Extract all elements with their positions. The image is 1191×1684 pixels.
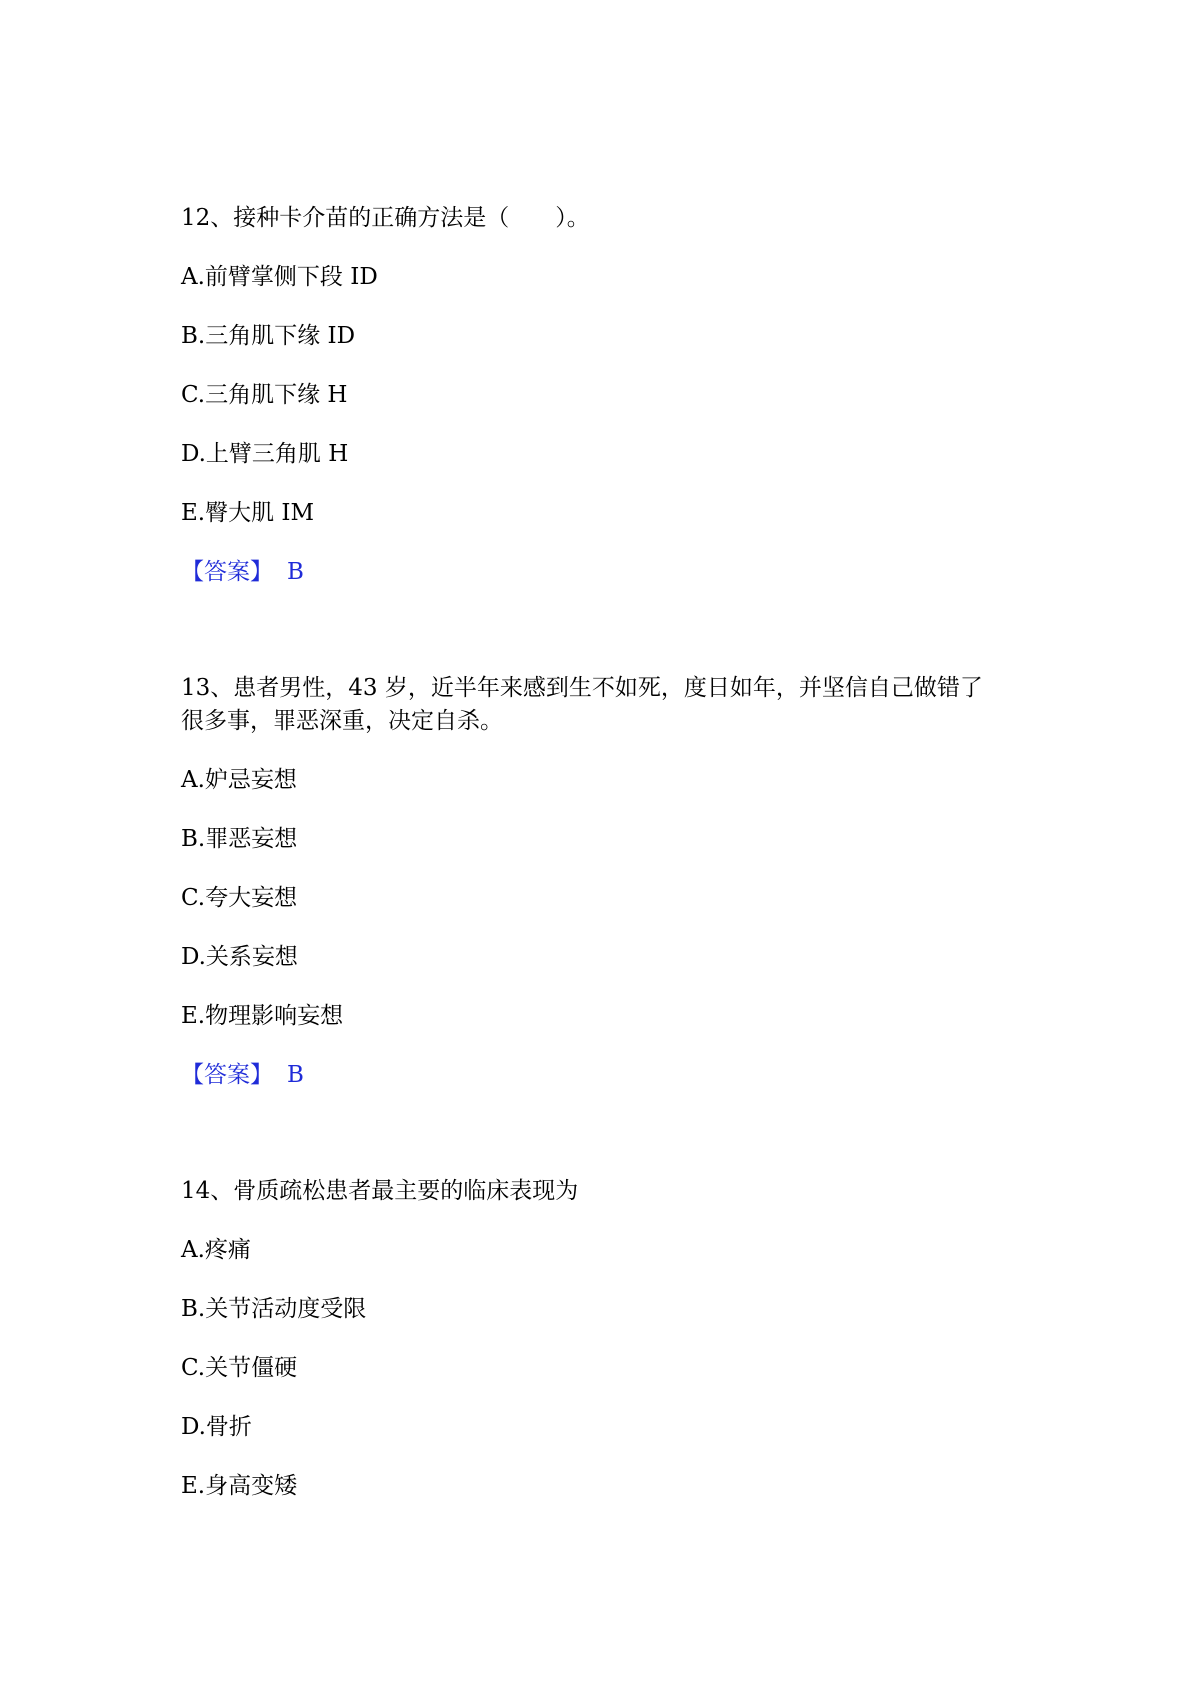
question-stem: 14、骨质疏松患者最主要的临床表现为	[181, 1178, 579, 1204]
answer-value: B	[287, 1062, 304, 1088]
option-b: B.罪恶妄想	[181, 826, 298, 852]
option-e: E.身高变矮	[181, 1473, 298, 1499]
option-d: D.关系妄想	[181, 944, 298, 970]
option-c: C.关节僵硬	[181, 1355, 298, 1381]
answer-value: B	[287, 559, 304, 585]
question-stem-line-2: 很多事，罪恶深重，决定自杀。	[181, 708, 503, 734]
option-a: A.妒忌妄想	[181, 767, 297, 793]
question-stem: 12、接种卡介苗的正确方法是（ ）。	[181, 205, 590, 231]
question-stem-line-1: 13、患者男性，43 岁，近半年来感到生不如死，度日如年，并坚信自己做错了	[181, 675, 983, 701]
option-d: D.上臂三角肌 H	[181, 441, 349, 467]
option-a: A.疼痛	[181, 1237, 251, 1263]
option-c: C.夸大妄想	[181, 885, 298, 911]
option-a: A.前臂掌侧下段 ID	[181, 264, 378, 290]
answer-line	[181, 1060, 304, 1090]
option-e: E.臀大肌 IM	[181, 500, 315, 526]
option-b: B.三角肌下缘 ID	[181, 323, 356, 349]
answer-label: 【答案】	[181, 1062, 273, 1088]
option-c: C.三角肌下缘 H	[181, 382, 348, 408]
option-d: D.骨折	[181, 1414, 252, 1440]
option-b: B.关节活动度受限	[181, 1296, 367, 1322]
option-e: E.物理影响妄想	[181, 1003, 344, 1029]
answer-label: 【答案】	[181, 559, 273, 585]
answer-line	[181, 557, 304, 587]
